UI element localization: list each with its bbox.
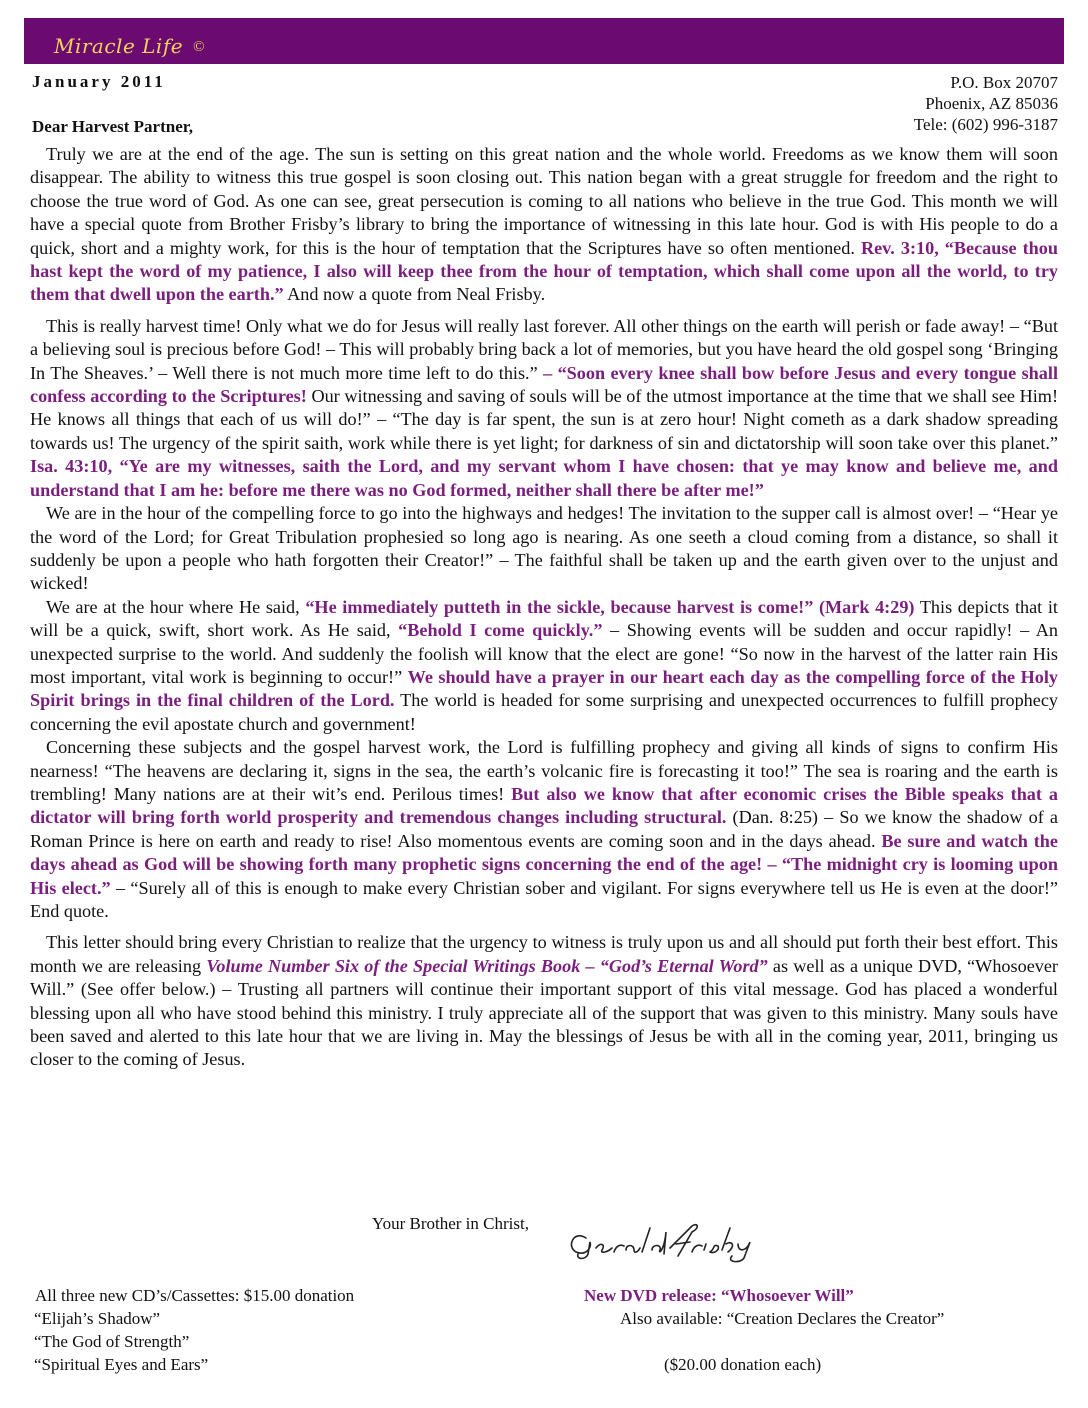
address-line: P.O. Box 20707: [950, 73, 1058, 92]
dvd-offer-price: ($20.00 donation each): [664, 1355, 822, 1374]
paragraph: Concerning these subjects and the gospel harvest work, the Lord is fulfilling prophecy and giving all kinds of signs to confirm His nearness! “The heavens are declaring it, signs in the sea, the earth’s volcanic fire is forecasting it too!” The sea is roaring and the earth is trembling! Many nations are at their wit’s end. Perilous times! But also we know that after economic crises the Bible speaks that a dictator will bring forth world prosperity and tremendous changes including structural. (Dan. 8:25) – So we know the shadow of a Roman Prince is here on earth and ready to rise! Also momentous events are coming soon and in the days ahead. Be sure and watch the days ahead as God will be showing forth many prophetic signs concerning the end of the age! – “The midnight cry is looming upon His elect.” – “Surely all of this is enough to make every Christian sober and vigilant. For signs everywhere tell us He is even at the door!” End quote.: [30, 737, 1059, 921]
offer-line: All three new CD’s/Cassettes: $15.00 donation: [35, 1286, 355, 1305]
paragraph: We are in the hour of the compelling force to go into the highways and hedges! The invitation to the supper call is almost over! – “Hear ye the word of the Lord; for Great Tribulation prophesied so long ago is nearing. As one seeth a cloud coming from a distance, so shall it suddenly be upon a people who hath forgotten their Creator!” – The faithful shall be taken up and the earth given over to the unjust and wicked!: [30, 503, 1058, 594]
letter-date: January 2011: [32, 72, 166, 91]
paragraph: We are at the hour where He said, “He immediately putteth in the sickle, because harvest is come!” (Mark 4:29) This depicts that it will be a quick, swift, short work. As He said, “Behold I come quickly.” – Showing events will be sudden and occur rapidly! – An unexpected surprise to the world. And suddenly the foolish will know that the elect are gone! “So now in the harvest of the latter rain His most important, vital work is beginning to occur!” We should have a prayer in our heart each day as the compelling force of the Holy Spirit brings in the final children of the Lord. The world is headed for some surprising and unexpected occurrences to fulfill prophecy concerning the evil apostate church and government!: [30, 596, 1059, 734]
cd-offer: [34, 1284, 354, 1376]
paragraph: This letter should bring every Christian to realize that the urgency to witness is truly upon us and all should put forth their best effort. This month we are releasing Volume Number Six of the Special Writings Book – “God’s Eternal Word” as well as a unique DVD, “Whosoever Will.” (See offer below.) – Trusting all partners will continue their important support of this vital message. God has placed a wonderful blessing upon all who have stood behind this ministry. I truly appreciate all of the support that was given to this ministry. Many souls have been saved and alerted to this late hour that we are living in. May the blessings of Jesus be with all in the coming year, 2011, bringing us closer to the coming of Jesus.: [30, 932, 1058, 1070]
header-banner: [24, 18, 1064, 64]
signature: [566, 1218, 756, 1269]
dvd-offer-title: New DVD release: “Whosoever Will”: [584, 1286, 854, 1305]
offer-line: “The God of Strength”: [34, 1332, 190, 1351]
offer-line: “Spiritual Eyes and Ears”: [34, 1355, 209, 1374]
address-line: Tele: (602) 996-3187: [913, 115, 1058, 134]
dvd-offer: [584, 1284, 944, 1376]
letter-body: [30, 143, 1058, 1072]
offer-line: “Elijah’s Shadow”: [34, 1309, 161, 1328]
handwritten-signature: [566, 1218, 756, 1264]
copyright-mark: ©: [193, 39, 205, 55]
dvd-offer-also: Also available: “Creation Declares the Creator”: [620, 1309, 945, 1328]
greeting: Dear Harvest Partner,: [32, 117, 193, 136]
mailing-address: [914, 72, 1058, 135]
brand-logo: Miracle Life: [54, 34, 184, 58]
address-line: Phoenix, AZ 85036: [925, 94, 1058, 113]
closing-line: Your Brother in Christ,: [372, 1214, 529, 1233]
paragraph: Truly we are at the end of the age. The sun is setting on this great nation and the whole world. Freedoms as we know them will soon disappear. The ability to witness this true gospel is soon closing out. This nation began with a great struggle for freedom and the right to choose the true word of God. As one can see, great persecution is coming to all nations who believe in the true God. This month we will have a special quote from Brother Frisby’s library to bring the importance of witnessing in this late hour. God is with His people to do a quick, short and a mighty work, for this is the hour of temptation that the Scriptures have so often mentioned. Rev. 3:10, “Because thou hast kept the word of my patience, I also will keep thee from the hour of temptation, which shall come upon all the world, to try them that dwell upon the earth.” And now a quote from Neal Frisby.: [30, 144, 1058, 305]
paragraph: This is really harvest time! Only what we do for Jesus will really last forever. All other things on the earth will perish or fade away! – “But a believing soul is precious before God! – This will probably bring back a lot of memories, but you have heard the old gospel song ‘Bringing In The Sheaves.’ – Well there is not much more time left to do this.” – “Soon every knee shall bow before Jesus and every tongue shall confess according to the Scriptures! Our witnessing and saving of souls will be of the utmost importance at the time that we shall see Him! He knows all things that each of us will do!” – “The day is far spent, the sun is at zero hour! Night cometh as a dark shadow spreading towards us! The urgency of the spirit saith, work while there is yet light; for darkness of sin and dictatorship will soon take over this planet.” Isa. 43:10, “Ye are my witnesses, saith the Lord, and my servant whom I have chosen: that ye may know and believe me, and understand that I am he: before me there was no God formed, neither shall there be after me!”: [30, 315, 1059, 500]
